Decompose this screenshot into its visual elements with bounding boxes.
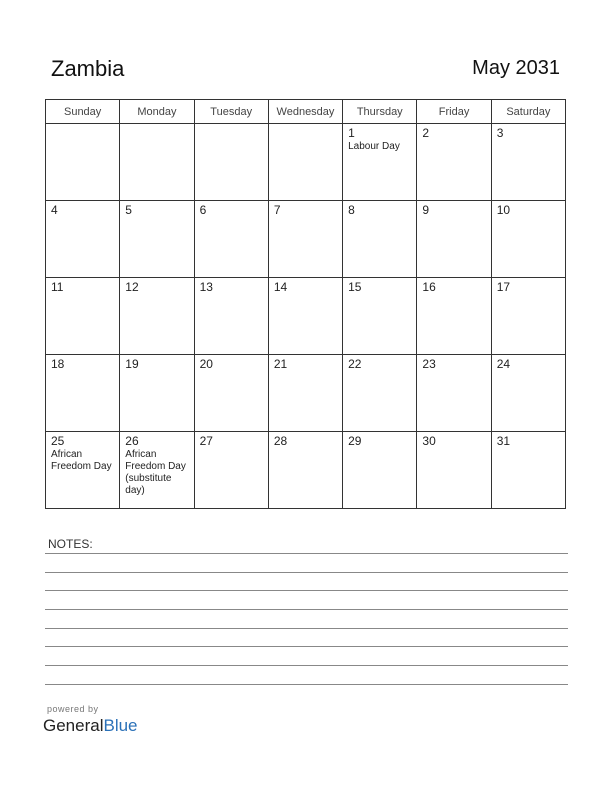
weekday-header: Thursday (343, 100, 417, 124)
week-row (46, 124, 566, 201)
day-number: 10 (496, 203, 511, 217)
day-cell (268, 124, 342, 201)
day-number: 20 (199, 357, 213, 371)
day-cell (417, 124, 491, 201)
day-number: 9 (422, 203, 430, 217)
day-number: 28 (273, 434, 288, 448)
notes-line (45, 646, 568, 647)
day-number: 24 (496, 357, 511, 371)
holiday-label: African Freedom Day (51, 449, 112, 472)
day-cell (268, 432, 342, 509)
day-cell (491, 124, 565, 201)
day-number: 23 (422, 357, 436, 371)
day-number: 13 (199, 280, 213, 294)
day-number: 22 (348, 357, 362, 371)
day-cell (120, 278, 194, 355)
day-number: 8 (348, 203, 355, 217)
day-cell (194, 355, 268, 432)
day-number: 15 (348, 280, 362, 294)
day-cell (46, 355, 120, 432)
day-cell (491, 355, 565, 432)
day-cell (194, 432, 268, 509)
day-number: 5 (125, 203, 132, 217)
notes-line (45, 553, 568, 554)
powered-by-text: powered by (47, 704, 99, 714)
calendar-country-title: Zambia (51, 56, 125, 81)
calendar-grid (45, 99, 566, 509)
day-number: 26 (125, 434, 139, 448)
day-cell (120, 124, 194, 201)
notes-line (45, 628, 568, 629)
day-number: 6 (199, 203, 207, 217)
day-number: 4 (51, 203, 58, 217)
day-number: 31 (496, 434, 511, 448)
day-number: 1 (348, 126, 355, 140)
weekday-header: Tuesday (194, 100, 268, 124)
weekday-header: Sunday (46, 100, 120, 124)
day-cell (46, 124, 120, 201)
notes-line (45, 609, 568, 610)
holiday-label: African Freedom Day (substitute day) (125, 449, 186, 496)
day-cell (120, 355, 194, 432)
day-number: 29 (348, 434, 362, 448)
day-cell (268, 355, 342, 432)
day-cell (46, 201, 120, 278)
day-number: 12 (125, 280, 139, 294)
brand-general: General (43, 716, 104, 735)
holiday-label: Labour Day (348, 141, 400, 152)
day-cell (343, 278, 417, 355)
week-row (46, 432, 566, 509)
day-cell (343, 355, 417, 432)
day-cell (343, 124, 417, 201)
day-number: 14 (273, 280, 288, 294)
day-cell (268, 201, 342, 278)
notes-line (45, 665, 568, 666)
day-number: 30 (422, 434, 436, 448)
calendar-month-title: May 2031 (472, 57, 560, 79)
day-cell (343, 201, 417, 278)
day-cell (194, 124, 268, 201)
day-number: 11 (51, 280, 64, 294)
day-number: 18 (51, 357, 65, 371)
day-cell (46, 432, 120, 509)
generalblue-logo (43, 716, 138, 736)
day-cell (491, 278, 565, 355)
day-number: 7 (273, 203, 281, 217)
day-cell (417, 278, 491, 355)
day-cell (46, 278, 120, 355)
day-cell (120, 432, 194, 509)
day-cell (417, 355, 491, 432)
day-number: 19 (125, 357, 139, 371)
day-cell (417, 201, 491, 278)
day-number: 21 (273, 357, 288, 371)
weekday-header: Monday (120, 100, 194, 124)
day-cell (343, 432, 417, 509)
day-number: 16 (422, 280, 436, 294)
day-number: 3 (496, 126, 504, 140)
brand-blue: Blue (103, 716, 138, 735)
weekday-header: Saturday (491, 100, 565, 124)
notes-line (45, 590, 568, 591)
day-cell (491, 201, 565, 278)
day-number: 2 (422, 126, 430, 140)
weekday-header-row (46, 100, 566, 124)
day-cell (417, 432, 491, 509)
day-cell (194, 201, 268, 278)
day-cell (194, 278, 268, 355)
weekday-header: Friday (417, 100, 491, 124)
week-row (46, 278, 566, 355)
week-row (46, 201, 566, 278)
day-cell (268, 278, 342, 355)
notes-line (45, 684, 568, 685)
notes-line (45, 572, 568, 573)
day-number: 27 (199, 434, 213, 448)
day-cell (491, 432, 565, 509)
day-cell (120, 201, 194, 278)
notes-label: NOTES: (48, 537, 93, 551)
day-number: 25 (51, 434, 65, 448)
day-number: 17 (496, 280, 511, 294)
week-row (46, 355, 566, 432)
weekday-header: Wednesday (268, 100, 342, 124)
